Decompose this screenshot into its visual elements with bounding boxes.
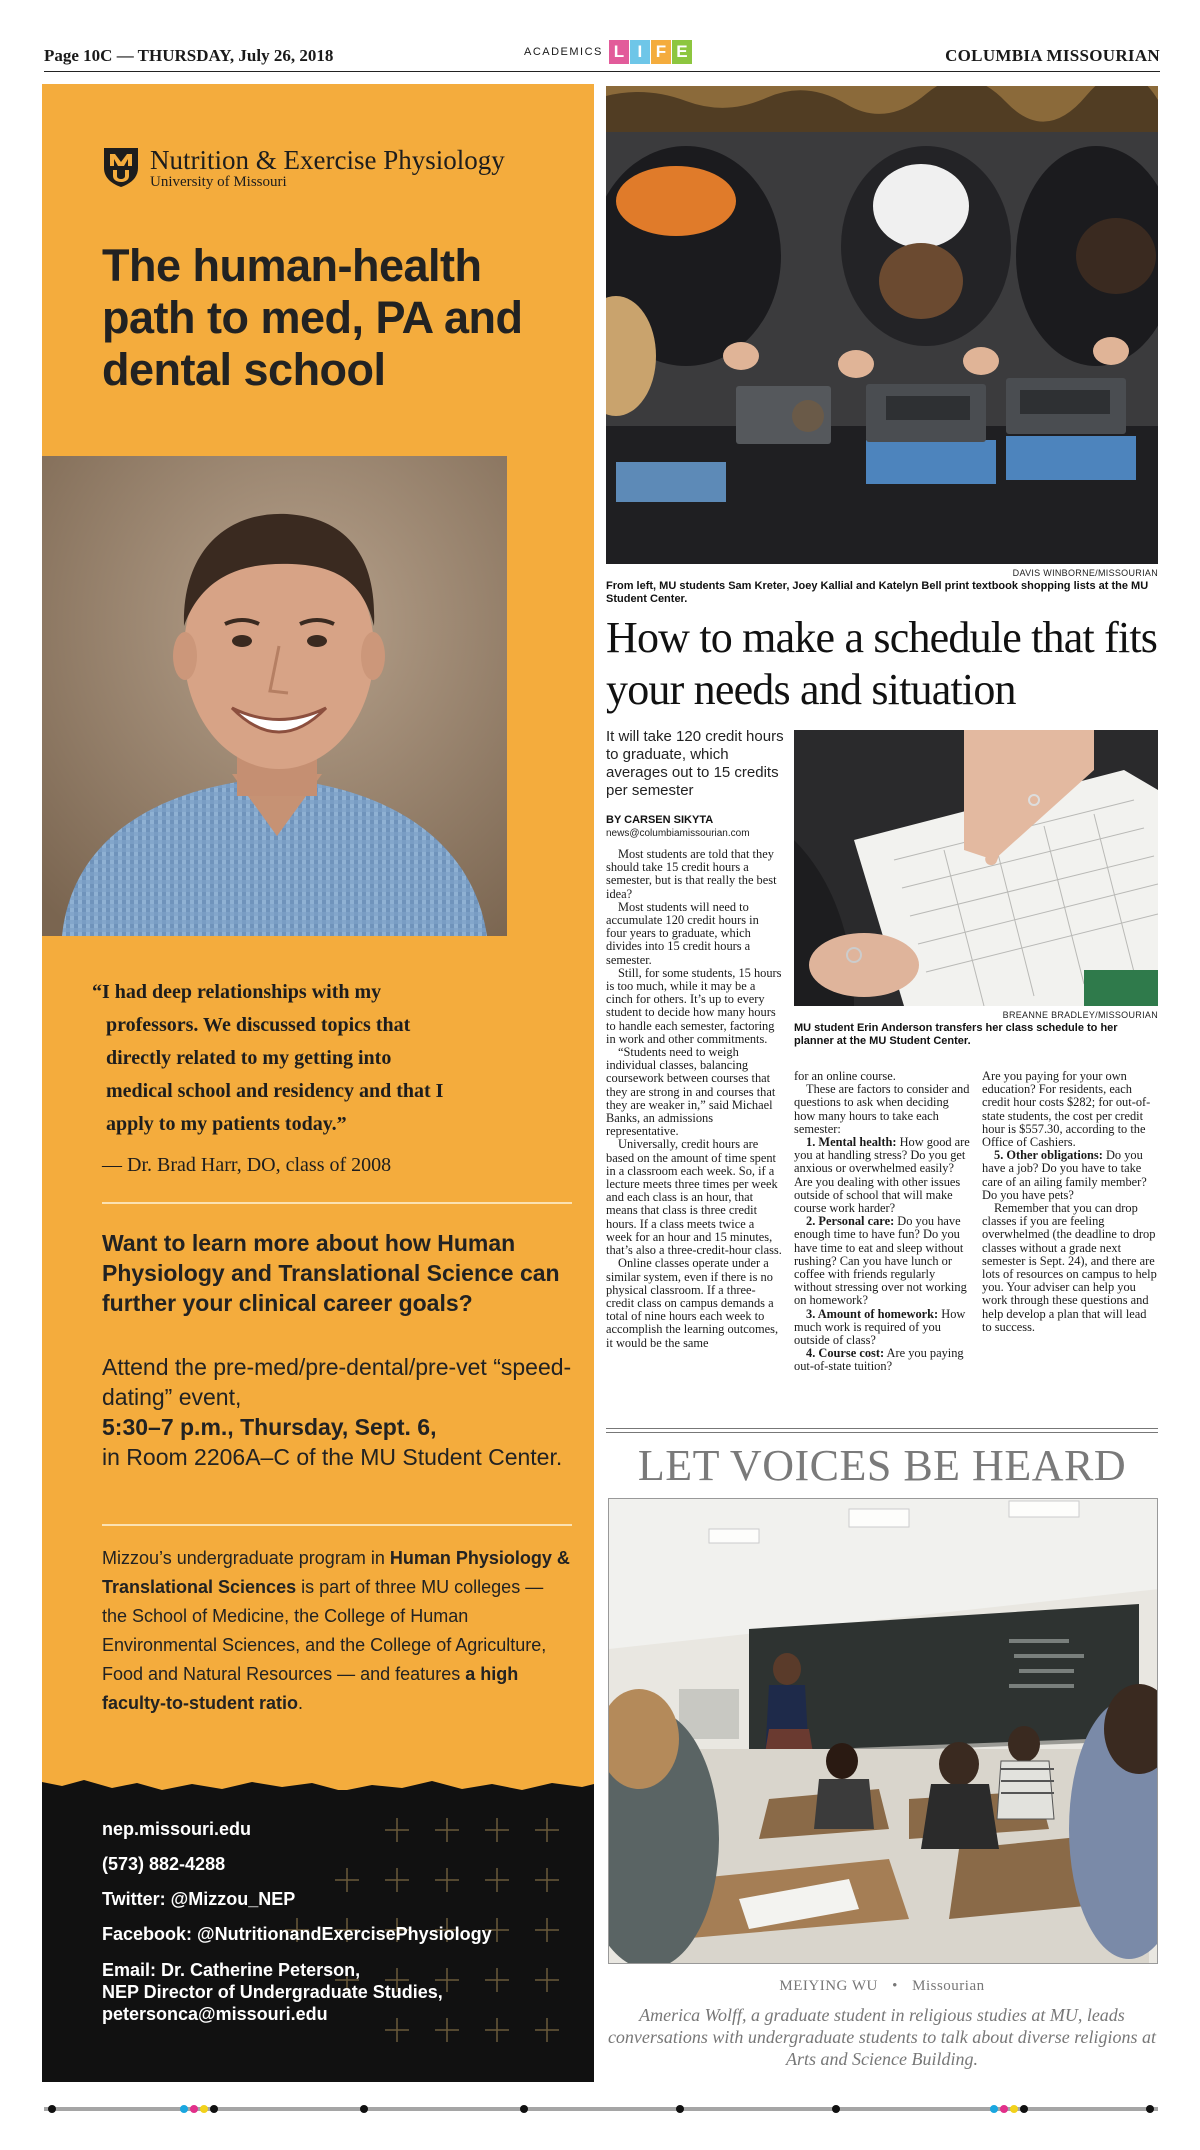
paragraph: Online classes operate under a similar system, even if there is no physical classroom. If a three-credit class on campus demands a total of nine hours each week to accomplish the learning outcomes, it would be the same xyxy=(606,1256,779,1350)
factor-course-cost xyxy=(794,1347,970,1373)
byline: BY CARSEN SIKYTA xyxy=(606,814,714,826)
classroom-photo xyxy=(608,1498,1158,1964)
article-column-1 xyxy=(606,848,782,1350)
contact-list xyxy=(102,1812,492,2025)
planner-photo xyxy=(794,730,1158,1006)
factor-text: Do you have enough time to have fun? Do you have time to eat and sleep without rushing? Can you have lunch or coffee with friends regularly without stressing over not working on homework? xyxy=(794,1214,967,1308)
ad-logo-text xyxy=(150,146,505,191)
students-laptops-photo xyxy=(606,86,1158,564)
paragraph: Most students are told that they should take 15 credit hours a semester, but is that really the best idea? xyxy=(606,847,777,901)
factor-label: 5. Other obligations: xyxy=(994,1148,1103,1163)
program-text: Mizzou’s undergraduate program in xyxy=(102,1548,390,1568)
facebook-handle[interactable]: Facebook: @NutritionandExercisePhysiology xyxy=(102,1924,492,1944)
photo-credit: DAVIS WINBORNE/MISSOURIAN xyxy=(1012,568,1158,578)
quote-line: directly related to my getting into xyxy=(106,1047,392,1069)
section-header xyxy=(524,40,692,64)
photographer-name: MEIYING WU xyxy=(779,1978,878,1994)
article-column-2 xyxy=(794,1070,970,1374)
factor-label: 1. Mental health: xyxy=(806,1135,897,1150)
planner-hands-illustration xyxy=(794,730,1158,1006)
factor-label: 2. Personal care: xyxy=(806,1214,895,1229)
life-section-logo xyxy=(609,40,692,64)
voices-heading: LET VOICES BE HEARD xyxy=(637,1441,1127,1490)
photo-organization: Missourian xyxy=(912,1978,985,1994)
factor-other-obligations xyxy=(982,1149,1158,1202)
overhead-students-illustration xyxy=(606,86,1158,564)
paragraph: for an online course. xyxy=(794,1069,896,1083)
factor-text: How much work is required of you outside of class? xyxy=(794,1306,966,1348)
phone-number[interactable]: (573) 882-4288 xyxy=(102,1854,226,1874)
print-register-bar xyxy=(44,2104,1158,2114)
logo-letter-f: F xyxy=(651,40,671,64)
ad-logo xyxy=(102,146,505,191)
section-label: ACADEMICS xyxy=(524,46,603,58)
event-location: in Room 2206A–C of the MU Student Center. xyxy=(102,1444,563,1470)
university-name: University of Missouri xyxy=(150,174,287,190)
masthead xyxy=(44,40,1160,72)
email-contact xyxy=(102,1952,492,2025)
factor-mental-health xyxy=(794,1136,970,1215)
paragraph: Remember that you can drop classes if you are feeling overwhelmed (the deadline to drop classes without a grade next semester is Sept. 24), and there are lots of resources on campus to help you. Your adviser can help you work through these questions and help develop a plan that will lead to success. xyxy=(982,1201,1157,1334)
department-name: Nutrition & Exercise Physiology xyxy=(150,145,505,175)
event-details xyxy=(102,1352,572,1472)
voices-photo-caption: America Wolff, a graduate student in religious studies at MU, leads conversations with undergraduate students to talk about diverse religions at Arts and Science Building. xyxy=(607,2005,1157,2069)
factor-text: How good are you at handling stress? Do you get anxious or overwhelmed easily? Are you dealing with other issues outside of school that will make course work harder? xyxy=(794,1135,970,1216)
portrait-illustration xyxy=(42,456,507,936)
classroom-illustration xyxy=(609,1499,1158,1964)
email-address[interactable]: petersonca@missouri.edu xyxy=(102,2004,328,2024)
event-intro: Attend the pre-med/pre-dental/pre-vet “speed-dating” event, xyxy=(102,1354,572,1410)
quote-line: professors. We discussed topics that xyxy=(106,1014,411,1036)
factor-label: 4. Course cost: xyxy=(806,1346,885,1361)
twitter-handle[interactable]: Twitter: @Mizzou_NEP xyxy=(102,1889,296,1909)
ad-divider xyxy=(102,1524,572,1526)
article-headline: How to make a schedule that fits your needs and situation xyxy=(606,613,1158,714)
logo-letter-l: L xyxy=(609,40,629,64)
factor-text: Do you have a job? Do you have to take care of an ailing family member? Do you have pets? xyxy=(982,1148,1147,1202)
cta-heading: Want to learn more about how Human Physiology and Translational Science can further your clinical career goals? xyxy=(102,1230,560,1316)
portrait-photo xyxy=(42,456,507,936)
factor-homework xyxy=(794,1308,970,1348)
program-text: is part of three MU colleges — the School of Medicine, the College of Human Environmental Sciences, and the College of Agriculture, Food and Natural Resources — and features xyxy=(102,1577,547,1684)
paragraph: “Students need to weigh individual classes, balancing coursework between courses that they are strong in and courses that they are weaker in,” said Michael Banks, an admissions representative. xyxy=(606,1045,776,1139)
photo-caption: From left, MU students Sam Kreter, Joey Kallial and Katelyn Bell print textbook shopping lists at the MU Student Center. xyxy=(606,580,1149,605)
email-contact-title: NEP Director of Undergraduate Studies, xyxy=(102,1982,443,2002)
quote-line: “I had deep relationships with my xyxy=(92,981,382,1003)
paragraph: Are you paying for your own education? For residents, each credit hour costs $282; for out-of-state students, the cost per credit hour is $557.30, according to the Office of Cashiers. xyxy=(982,1069,1151,1150)
email-contact-name: Email: Dr. Catherine Peterson, xyxy=(102,1960,361,1980)
mizzou-tiger-logo-icon xyxy=(102,146,140,188)
paragraph: Most students will need to accumulate 120 credit hours in four years to graduate, which divides into 15 credit hours a semester. xyxy=(606,899,759,967)
photo-credit: BREANNE BRADLEY/MISSOURIAN xyxy=(1002,1010,1158,1020)
paragraph: Still, for some students, 15 hours is too much, while it may be a cinch for others. It’s up to every student to decide how many hours to handle each semester, factoring in work and other commitments. xyxy=(606,965,782,1046)
factor-label: 3. Amount of homework: xyxy=(806,1306,939,1321)
photo-caption: MU student Erin Anderson transfers her class schedule to her planner at the MU Student Center. xyxy=(794,1022,1118,1047)
event-time: 5:30–7 p.m., Thursday, Sept. 6, xyxy=(102,1414,437,1440)
page-info: Page 10C — THURSDAY, July 26, 2018 xyxy=(44,46,334,65)
website-link[interactable]: nep.missouri.edu xyxy=(102,1819,252,1839)
program-description xyxy=(102,1544,572,1718)
ad-headline: The human-health path to med, PA and dental school xyxy=(102,240,523,395)
paper-name: COLUMBIA MISSOURIAN xyxy=(945,46,1160,65)
ad-divider xyxy=(102,1202,572,1204)
quote-line: medical school and residency and that I xyxy=(106,1080,444,1102)
factor-personal-care xyxy=(794,1215,970,1307)
testimonial-quote xyxy=(92,976,572,1141)
section-divider xyxy=(606,1428,1158,1433)
article-column-3 xyxy=(982,1070,1158,1334)
quote-attribution: — Dr. Brad Harr, DO, class of 2008 xyxy=(102,1154,392,1176)
credit-separator: • xyxy=(892,1978,898,1994)
author-email[interactable]: news@columbiamissourian.com xyxy=(606,828,750,839)
program-name: Human Physiology & Translational Sciences xyxy=(102,1548,570,1597)
program-text: . xyxy=(298,1693,304,1713)
paragraph: These are factors to consider and questions to ask when deciding how many hours to take each semester: xyxy=(794,1082,970,1136)
advertisement xyxy=(42,84,594,2082)
voices-photo-credit xyxy=(606,1978,1158,1995)
paragraph: Universally, credit hours are based on the amount of time spent in a classroom each week. So, if a lecture meets three times per week and each class is an hour, that means that class is three credit hours. If a class meets twice a week for an hour and 15 minutes, that’s also a three-credit-hour class. xyxy=(606,1137,782,1258)
logo-letter-i: I xyxy=(630,40,650,64)
torn-paper-edge xyxy=(42,1774,594,1804)
quote-line: apply to my patients today.” xyxy=(106,1113,347,1135)
program-feature: a high faculty-to-student ratio xyxy=(102,1664,519,1713)
article-deck: It will take 120 credit hours to graduate, which averages out to 15 credits per semester xyxy=(606,728,784,799)
logo-letter-e: E xyxy=(672,40,692,64)
factor-text: Are you paying out-of-state tuition? xyxy=(794,1346,964,1374)
